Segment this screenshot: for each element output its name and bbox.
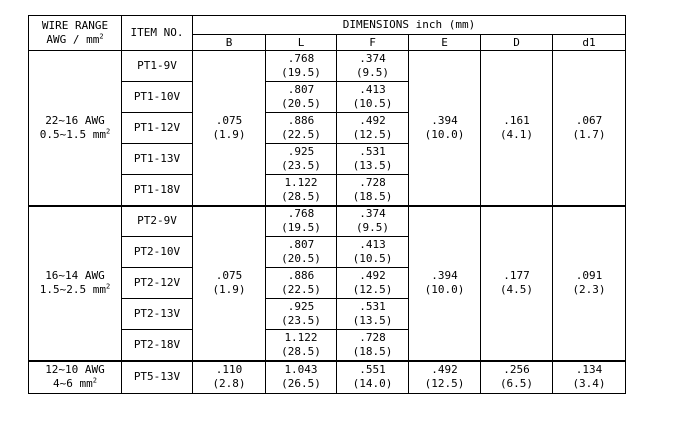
cell-f-inch: .413	[359, 83, 386, 96]
wire-range-mm: 0.5~1.5 mm	[39, 127, 106, 141]
cell-b-inch: .075	[215, 269, 243, 282]
cell-f-inch: .728	[359, 175, 386, 189]
cell-f-mm: (14.0)	[352, 377, 393, 391]
cell-d1	[553, 361, 626, 394]
cell-f-inch: .492	[359, 114, 386, 127]
cell-l-inch: .886	[287, 269, 315, 282]
column-header-d: D	[481, 35, 553, 51]
cell-e	[409, 361, 481, 394]
dimensions-table-container	[28, 15, 626, 394]
cell-l-mm: (23.5)	[281, 314, 321, 327]
cell-f-mm: (18.5)	[352, 344, 393, 358]
cell-l-mm: (19.5)	[281, 66, 321, 79]
cell-l-inch: .768	[287, 207, 315, 221]
column-header-d1: d1	[553, 35, 626, 51]
cell-d1	[553, 51, 626, 206]
cell-f-mm: (9.5)	[355, 221, 390, 235]
cell-l	[266, 144, 337, 175]
item-no-cell: PT1-9V	[122, 51, 193, 82]
cell-d1-inch: .091	[575, 269, 603, 282]
cell-b-mm: (1.9)	[212, 283, 246, 296]
cell-d	[481, 206, 553, 361]
cell-f	[337, 144, 409, 175]
cell-b-inch: .110	[215, 363, 243, 377]
cell-l-inch: 1.122	[284, 330, 318, 344]
wire-range-header-line2: AWG / mm	[46, 33, 100, 46]
table-row	[29, 206, 626, 237]
cell-f	[337, 268, 409, 299]
cell-l-mm: (28.5)	[281, 344, 321, 358]
cell-l-mm: (28.5)	[281, 189, 321, 203]
wire-range-cell	[29, 206, 122, 361]
cell-b	[193, 51, 266, 206]
column-header-e: E	[409, 35, 481, 51]
cell-f-mm: (10.5)	[352, 97, 393, 110]
cell-l	[266, 113, 337, 144]
cell-l-inch: .807	[287, 238, 315, 251]
wire-range-header-line1: WIRE RANGE	[41, 19, 109, 32]
cell-e-inch: .394	[431, 269, 458, 282]
cell-f-inch: .531	[359, 300, 386, 313]
column-header-f: F	[337, 35, 409, 51]
cell-d1-mm: (2.3)	[572, 283, 606, 296]
cell-f	[337, 330, 409, 361]
cell-l-inch: .807	[287, 83, 315, 96]
cell-l-mm: (22.5)	[281, 283, 321, 296]
item-no-cell: PT2-10V	[122, 237, 193, 268]
cell-f	[337, 206, 409, 237]
cell-l-mm: (22.5)	[281, 128, 321, 141]
cell-d-mm: (6.5)	[499, 377, 534, 391]
dimensions-table	[28, 15, 626, 394]
cell-f-mm: (12.5)	[352, 128, 393, 141]
cell-d	[481, 51, 553, 206]
cell-d-inch: .177	[503, 269, 530, 282]
cell-d-inch: .256	[503, 363, 530, 377]
cell-f-inch: .492	[359, 269, 386, 282]
cell-f-mm: (10.5)	[352, 252, 393, 265]
cell-f-mm: (13.5)	[352, 159, 393, 172]
cell-e-mm: (10.0)	[424, 283, 465, 296]
cell-f	[337, 113, 409, 144]
cell-d-inch: .161	[503, 113, 530, 127]
item-no-cell: PT5-13V	[122, 361, 193, 394]
cell-l	[266, 330, 337, 361]
cell-f-mm: (9.5)	[355, 66, 390, 79]
cell-l	[266, 361, 337, 394]
cell-f-inch: .531	[359, 145, 386, 158]
cell-l-mm: (20.5)	[281, 97, 321, 110]
cell-e-mm: (10.0)	[424, 127, 465, 141]
cell-f	[337, 361, 409, 394]
cell-f-inch: .374	[359, 207, 386, 221]
wire-range-awg: 22~16 AWG	[45, 113, 105, 127]
cell-b	[193, 361, 266, 394]
wire-range-mm-sup: 2	[106, 282, 111, 291]
table-row	[29, 361, 626, 394]
cell-d1-mm: (3.4)	[572, 377, 606, 391]
cell-l-inch: 1.122	[284, 175, 318, 189]
cell-b-mm: (1.9)	[212, 127, 246, 141]
cell-f-inch: .551	[359, 363, 386, 377]
cell-l-mm: (19.5)	[281, 221, 321, 235]
item-no-header: ITEM NO.	[122, 16, 193, 51]
cell-f-inch: .413	[359, 238, 386, 251]
item-no-cell: PT2-18V	[122, 330, 193, 361]
cell-l	[266, 299, 337, 330]
item-no-cell: PT2-12V	[122, 268, 193, 299]
cell-l	[266, 51, 337, 82]
wire-range-mm-sup: 2	[92, 376, 97, 385]
cell-l-mm: (23.5)	[281, 159, 321, 172]
item-no-cell: PT2-13V	[122, 299, 193, 330]
cell-d1	[553, 206, 626, 361]
dimensions-header: DIMENSIONS inch (mm)	[193, 16, 626, 35]
cell-l-mm: (26.5)	[281, 377, 321, 391]
cell-f	[337, 82, 409, 113]
cell-f-mm: (18.5)	[352, 189, 393, 203]
cell-e-inch: .492	[431, 363, 458, 377]
wire-range-cell	[29, 51, 122, 206]
column-header-b: B	[193, 35, 266, 51]
wire-range-cell	[29, 361, 122, 394]
item-no-cell: PT1-18V	[122, 175, 193, 206]
cell-f-mm: (12.5)	[352, 283, 393, 296]
cell-d-mm: (4.5)	[499, 283, 534, 296]
cell-d	[481, 361, 553, 394]
cell-l-mm: (20.5)	[281, 252, 321, 265]
wire-range-mm: 4~6 mm	[53, 377, 93, 391]
cell-l	[266, 206, 337, 237]
item-no-cell: PT2-9V	[122, 206, 193, 237]
cell-l	[266, 175, 337, 206]
cell-d1-mm: (1.7)	[572, 127, 606, 141]
cell-f	[337, 51, 409, 82]
cell-l-inch: .768	[287, 52, 315, 65]
cell-f-inch: .374	[359, 52, 386, 65]
column-header-l: L	[266, 35, 337, 51]
cell-l-inch: 1.043	[284, 363, 318, 377]
cell-l	[266, 237, 337, 268]
cell-l-inch: .886	[287, 114, 315, 127]
cell-b	[193, 206, 266, 361]
table-row	[29, 51, 626, 82]
cell-b-mm: (2.8)	[212, 377, 246, 391]
cell-d1-inch: .134	[575, 363, 603, 377]
wire-range-mm: 1.5~2.5 mm	[39, 283, 106, 296]
cell-l-inch: .925	[287, 300, 315, 313]
cell-b-inch: .075	[215, 113, 243, 127]
wire-range-header	[29, 16, 122, 51]
cell-f	[337, 175, 409, 206]
cell-f	[337, 237, 409, 268]
cell-l	[266, 268, 337, 299]
wire-range-header-sup: 2	[99, 32, 104, 41]
cell-f-mm: (13.5)	[352, 314, 393, 327]
cell-f-inch: .728	[359, 330, 386, 344]
wire-range-awg: 12~10 AWG	[45, 363, 105, 377]
cell-d-mm: (4.1)	[499, 127, 534, 141]
cell-l-inch: .925	[287, 145, 315, 158]
cell-l	[266, 82, 337, 113]
wire-range-awg: 16~14 AWG	[45, 269, 105, 282]
item-no-cell: PT1-10V	[122, 82, 193, 113]
cell-e-mm: (12.5)	[424, 377, 465, 391]
cell-e	[409, 206, 481, 361]
cell-f	[337, 299, 409, 330]
cell-e	[409, 51, 481, 206]
item-no-cell: PT1-12V	[122, 113, 193, 144]
table-body	[29, 51, 626, 394]
cell-e-inch: .394	[431, 113, 458, 127]
wire-range-mm-sup: 2	[106, 127, 111, 136]
item-no-cell: PT1-13V	[122, 144, 193, 175]
cell-d1-inch: .067	[575, 113, 603, 127]
